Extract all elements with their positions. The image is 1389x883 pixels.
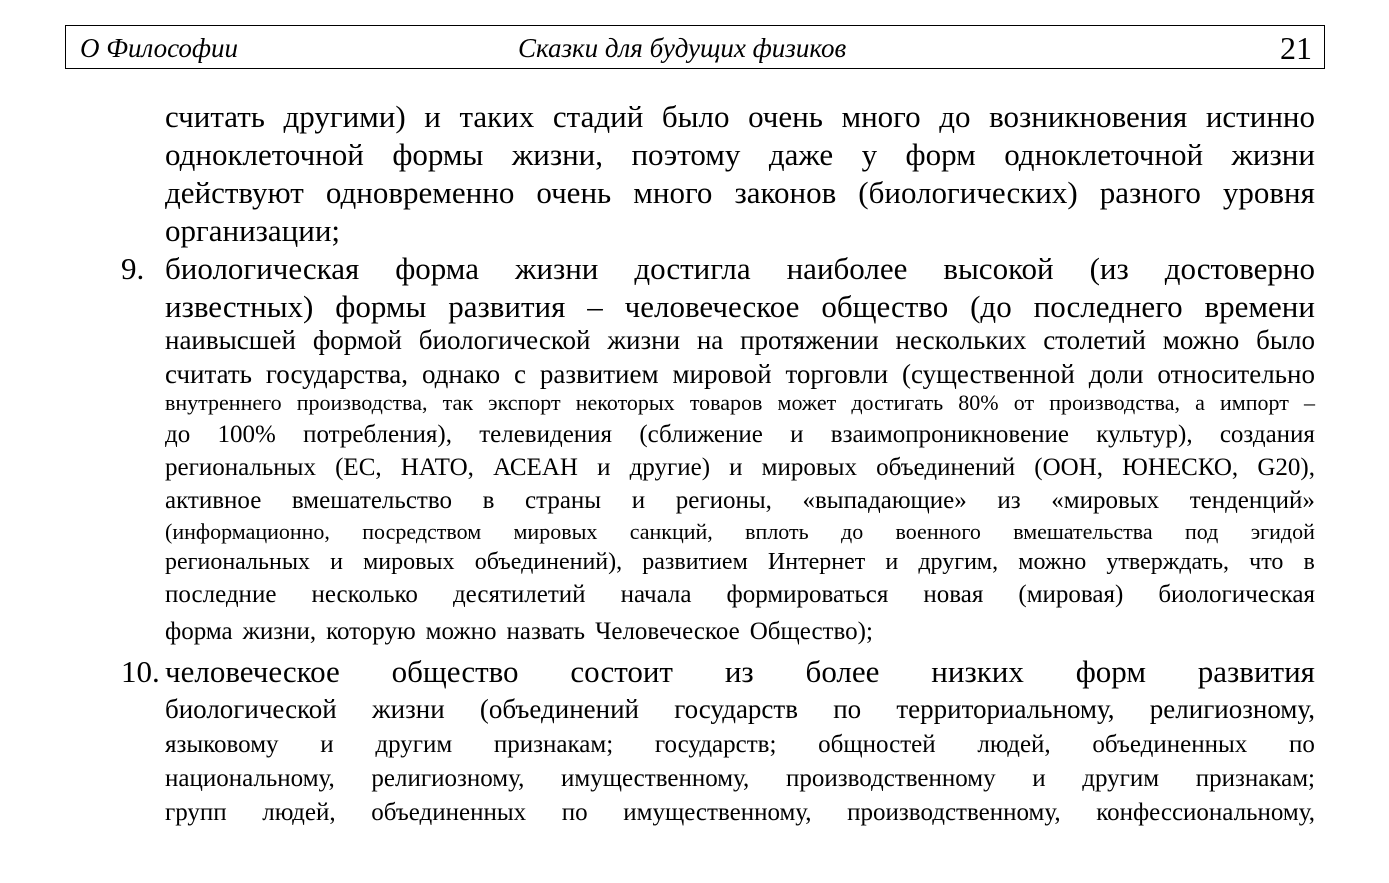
word: из: [997, 487, 1021, 514]
word: можно: [1162, 325, 1240, 355]
word: времени: [1204, 289, 1315, 324]
word: на: [696, 325, 724, 355]
word: и: [885, 549, 899, 575]
word: людей,: [977, 731, 1051, 758]
word: санкций,: [629, 519, 713, 544]
word: производственному: [785, 765, 996, 792]
word: высокой: [943, 251, 1054, 286]
word: более: [805, 654, 880, 689]
word: биологическая: [1158, 581, 1315, 608]
word: которую: [326, 618, 416, 645]
word: эгидой: [1250, 519, 1315, 544]
word: что: [1249, 549, 1284, 575]
word: торговли: [785, 359, 889, 389]
word: наивысшей: [165, 325, 296, 355]
word: «мировых: [1051, 487, 1160, 514]
word: государств;: [654, 731, 777, 758]
header-section-title: О Философии: [80, 33, 239, 63]
word: одновременно: [325, 175, 515, 210]
word: развитием: [539, 359, 659, 389]
word: жизни,: [242, 618, 317, 645]
word: общностей: [818, 731, 936, 758]
word: столетий: [1043, 325, 1146, 355]
word: истинно: [1205, 99, 1315, 134]
word: очень: [536, 175, 612, 210]
text-line: [165, 766, 1315, 791]
word: региональных: [165, 454, 316, 481]
word: (ЕС,: [335, 454, 382, 481]
word: можно: [425, 618, 497, 645]
list-number: 9.: [121, 251, 145, 286]
word: людей,: [262, 799, 336, 826]
word: форм: [1075, 654, 1146, 689]
word: несколько: [311, 581, 418, 608]
word: 100%: [217, 421, 276, 448]
word: 80%: [958, 390, 999, 415]
word: (из: [1089, 251, 1129, 286]
text-line: [165, 215, 1315, 246]
word: известных): [165, 289, 314, 324]
word: десятилетий: [452, 581, 586, 608]
word: под: [1185, 519, 1219, 544]
word: форма: [395, 251, 479, 286]
word: а: [1195, 390, 1205, 415]
word: развитием: [642, 549, 748, 575]
word: состоит: [570, 654, 673, 689]
word: человеческое: [624, 289, 800, 324]
word: (существенной: [902, 359, 1075, 389]
word: с: [514, 359, 526, 389]
word: даже: [768, 137, 834, 172]
word: по: [561, 799, 588, 826]
word: АСЕАН: [493, 454, 578, 481]
word: последние: [165, 581, 277, 608]
word: действуют: [165, 175, 304, 210]
word: достигать: [851, 390, 944, 415]
word: можно: [1018, 549, 1087, 575]
word: ЮНЕСКО,: [1122, 454, 1239, 481]
word: Интернет: [767, 549, 866, 575]
word: форм: [905, 137, 976, 172]
word: начала: [620, 581, 692, 608]
word: форма: [165, 618, 233, 645]
text-line: [165, 619, 1315, 644]
word: вмешательство: [291, 487, 452, 514]
word: другие): [629, 454, 711, 481]
page-body: [121, 99, 1315, 826]
text-line: [165, 550, 1315, 574]
word: имущественному,: [561, 765, 750, 792]
word: и: [790, 421, 804, 448]
word: достигла: [634, 251, 751, 286]
text-line: [165, 422, 1315, 447]
word: в: [1303, 549, 1315, 575]
word: до: [841, 519, 864, 544]
word: жизни: [514, 251, 599, 286]
word: формы: [335, 289, 427, 324]
word: наиболее: [786, 251, 908, 286]
word: много: [633, 175, 713, 210]
word: и: [631, 487, 646, 514]
word: по: [1289, 731, 1315, 758]
text-line: [121, 654, 1315, 689]
word: жизни: [607, 325, 681, 355]
word: потребления),: [303, 421, 452, 448]
word: конфессиональному,: [1096, 799, 1315, 826]
word: другим: [375, 731, 453, 758]
text-line: [165, 392, 1315, 414]
word: было: [661, 99, 730, 134]
word: религиозному,: [1149, 694, 1315, 724]
word: до: [165, 421, 191, 448]
word: (объединений: [479, 694, 639, 724]
word: производства,: [1049, 390, 1180, 415]
page-header: [65, 25, 1325, 69]
word: импорт: [1220, 390, 1289, 415]
word: стадий: [552, 99, 644, 134]
word: мировых: [761, 454, 857, 481]
text-line: [165, 696, 1315, 723]
text-line: [165, 327, 1315, 354]
word: Общество);: [749, 618, 873, 645]
word: и: [729, 454, 743, 481]
paragraph-continuation: [165, 101, 1315, 246]
word: и: [597, 454, 611, 481]
word: общество: [821, 289, 949, 324]
word: очень: [748, 99, 823, 134]
word: человеческое: [165, 654, 340, 689]
word: –: [1303, 390, 1315, 415]
word: жизни: [371, 694, 445, 724]
word: (информационно,: [165, 519, 330, 544]
word: «выпадающие»: [802, 487, 967, 514]
text-line: [165, 732, 1315, 757]
word: групп: [165, 799, 227, 826]
word: Человеческое: [595, 618, 740, 645]
word: товаров: [689, 390, 763, 415]
text-line: [165, 582, 1315, 607]
word: государств: [674, 694, 798, 724]
word: посредством: [362, 519, 482, 544]
word: мировых: [363, 549, 455, 575]
word: законов: [734, 175, 837, 210]
word: последнего: [1033, 289, 1183, 324]
word: однако: [421, 359, 501, 389]
word: нескольких: [895, 325, 1027, 355]
word: объединений),: [474, 549, 623, 575]
text-line: [165, 177, 1315, 208]
word: биологической: [418, 325, 591, 355]
word: утверждать,: [1106, 549, 1230, 575]
word: протяжении: [740, 325, 879, 355]
word: и: [320, 731, 334, 758]
word: назвать: [506, 618, 586, 645]
word: биологической: [165, 694, 337, 724]
text-line: [165, 361, 1315, 388]
word: низких: [931, 654, 1024, 689]
word: вплоть: [745, 519, 809, 544]
word: развития: [1197, 654, 1315, 689]
word: (биологических): [858, 175, 1078, 210]
word: экспорт: [488, 390, 561, 415]
word: страны: [525, 487, 602, 514]
word: считать: [165, 359, 252, 389]
word: биологическая: [165, 251, 360, 286]
word: так: [442, 390, 474, 415]
word: активное: [165, 487, 262, 514]
word: до: [939, 99, 971, 134]
word: от: [1013, 390, 1035, 415]
word: государства,: [265, 359, 409, 389]
word: G20),: [1257, 454, 1315, 481]
word: производственному,: [847, 799, 1061, 826]
word: формой: [312, 325, 402, 355]
word: (мировая): [1018, 581, 1124, 608]
word: вмешательства: [1013, 519, 1153, 544]
word: регионы,: [675, 487, 772, 514]
word: взаимопроникновение: [830, 421, 1070, 448]
word: объединений: [876, 454, 1016, 481]
word: по: [833, 694, 862, 724]
text-line: [165, 521, 1315, 543]
word: организации;: [165, 213, 341, 248]
list-number: 10.: [121, 654, 160, 689]
word: территориальному,: [896, 694, 1115, 724]
word: в: [482, 487, 495, 514]
word: объединенных: [1092, 731, 1248, 758]
word: жизни: [1231, 137, 1315, 172]
word: таких: [459, 99, 535, 134]
text-line: [165, 488, 1315, 513]
word: (сближение: [639, 421, 763, 448]
word: одноклеточной: [1004, 137, 1204, 172]
word: мировых: [513, 519, 598, 544]
word: было: [1256, 325, 1315, 355]
word: развития: [448, 289, 566, 324]
header-book-title: Сказки для будущих физиков: [518, 33, 847, 63]
word: создания: [1219, 421, 1315, 448]
word: региональных: [165, 549, 310, 575]
word: и: [1032, 765, 1046, 792]
word: и: [424, 99, 441, 134]
word: много: [841, 99, 921, 134]
word: другим,: [918, 549, 999, 575]
word: и: [330, 549, 343, 575]
word: разного: [1099, 175, 1201, 210]
word: новая: [923, 581, 984, 608]
word: может: [777, 390, 837, 415]
word: признакам;: [1195, 765, 1315, 792]
word: одноклеточной: [165, 137, 364, 172]
word: –: [587, 289, 603, 324]
word: национальному,: [165, 765, 335, 792]
word: некоторых: [575, 390, 675, 415]
word: тенденций»: [1189, 487, 1315, 514]
word: поэтому: [631, 137, 741, 172]
word: другими): [283, 99, 406, 134]
word: уровня: [1222, 175, 1315, 210]
word: общество: [391, 654, 519, 689]
word: телевидения: [479, 421, 613, 448]
word: из: [724, 654, 754, 689]
text-line: [165, 800, 1315, 825]
text-line: [121, 251, 1315, 286]
word: имущественному,: [623, 799, 812, 826]
word: языковому: [165, 731, 279, 758]
list-item-10: [121, 654, 1315, 826]
word: считать: [165, 99, 265, 134]
word: доли: [1088, 359, 1144, 389]
word: возникновения: [989, 99, 1188, 134]
word: (ООН,: [1034, 454, 1103, 481]
word: относительно: [1157, 359, 1315, 389]
text-line: [165, 291, 1315, 322]
word: объединенных: [371, 799, 527, 826]
word: культур),: [1096, 421, 1193, 448]
word: религиозному,: [371, 765, 525, 792]
word: военного: [895, 519, 981, 544]
text-line: [165, 139, 1315, 170]
list-item-9: [121, 251, 1315, 645]
word: производства,: [296, 390, 428, 415]
word: у: [861, 137, 878, 172]
word: формы: [392, 137, 484, 172]
text-line: [165, 455, 1315, 480]
word: достоверно: [1164, 251, 1315, 286]
word: другим: [1082, 765, 1160, 792]
word: НАТО,: [400, 454, 474, 481]
word: мировой: [672, 359, 772, 389]
word: внутреннего: [165, 390, 282, 415]
word: формироваться: [726, 581, 889, 608]
text-line: [165, 101, 1315, 132]
word: жизни,: [511, 137, 603, 172]
page-number: 21: [1280, 30, 1312, 66]
word: признакам;: [493, 731, 614, 758]
word: (до: [970, 289, 1012, 324]
